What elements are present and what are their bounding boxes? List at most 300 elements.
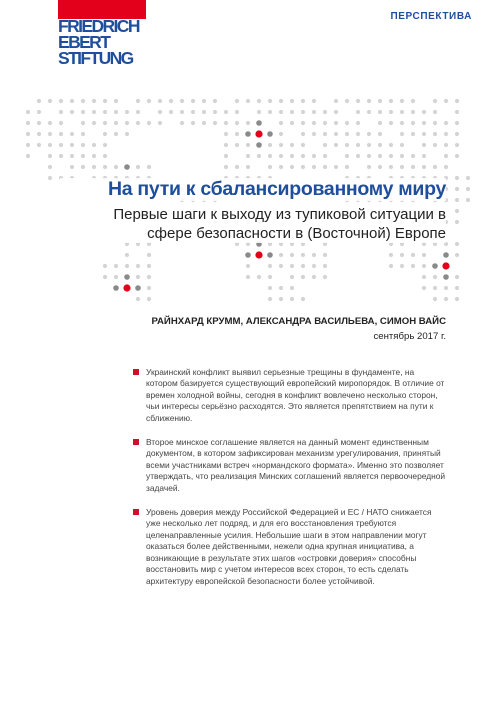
- summary-text: Уровень доверия между Российской Федерацией и ЕС / НАТО снижается уже несколько лет подряд, и для его восстановления требуются целенаправленные усилия. Небольшие шаги в этом направлении могут оказаться более действенными, нежели одна крупная инициатива, а возникающие в результате этих шагов «островки доверия» способны восстановить мир с учетом интересов всех сторон, то есть сделать архитектуру европейской безопасности более устойчивой.: [146, 507, 432, 586]
- map-dot: [466, 176, 470, 180]
- map-dot: [290, 121, 294, 125]
- map-dot: [147, 264, 151, 268]
- map-dot: [455, 121, 459, 125]
- map-dot: [125, 264, 129, 268]
- map-dot: [37, 121, 41, 125]
- map-dot: [124, 274, 130, 280]
- map-dot: [443, 274, 449, 280]
- map-dot: [147, 253, 151, 257]
- map-dot: [455, 99, 459, 103]
- map-dot: [268, 275, 272, 279]
- map-dot: [433, 121, 437, 125]
- map-dot: [301, 132, 305, 136]
- document-title: На пути к сбалансированному миру: [60, 178, 446, 201]
- map-dot: [290, 154, 294, 158]
- map-dot: [103, 121, 107, 125]
- map-dot: [191, 110, 195, 114]
- map-dot: [246, 154, 250, 158]
- map-dot: [114, 110, 118, 114]
- map-dot: [257, 275, 261, 279]
- map-dot: [433, 110, 437, 114]
- map-dot: [444, 132, 448, 136]
- map-dot: [455, 220, 459, 224]
- map-dot: [103, 99, 107, 103]
- map-dot: [279, 110, 283, 114]
- map-dot: [81, 99, 85, 103]
- bullet-square-icon: [133, 369, 139, 375]
- map-dot: [433, 286, 437, 290]
- map-dot: [356, 99, 360, 103]
- map-dot: [92, 143, 96, 147]
- map-dot: [323, 165, 327, 169]
- map-dot: [411, 132, 415, 136]
- map-dot: [103, 143, 107, 147]
- map-dot: [136, 121, 140, 125]
- map-dot: [48, 165, 52, 169]
- map-dot: [103, 110, 107, 114]
- map-dot: [389, 110, 393, 114]
- summary-item: [133, 367, 446, 424]
- map-dot: [81, 165, 85, 169]
- map-dot: [444, 121, 448, 125]
- map-dot: [224, 110, 228, 114]
- map-dot: [301, 154, 305, 158]
- map-dot: [92, 165, 96, 169]
- map-dot: [268, 99, 272, 103]
- map-dot: [268, 110, 272, 114]
- map-dot: [92, 121, 96, 125]
- map-dot: [37, 132, 41, 136]
- map-dot: [202, 121, 206, 125]
- summary-text: Второе минское соглашение является на данный момент единственным документом, в котором зафиксирован механизм урегулирования, принятый всеми участниками встреч «нормандского формата». Именно это позволяет утверждать, что реализация Минских соглашений является первоочередной задачей.: [146, 437, 446, 493]
- map-dot: [444, 165, 448, 169]
- map-dot: [290, 253, 294, 257]
- map-dot: [433, 297, 437, 301]
- map-dot: [246, 275, 250, 279]
- map-dot: [59, 121, 63, 125]
- map-dot: [123, 284, 130, 291]
- map-dot: [37, 99, 41, 103]
- map-dot: [455, 286, 459, 290]
- map-dot: [389, 99, 393, 103]
- map-dot: [411, 154, 415, 158]
- map-dot: [224, 132, 228, 136]
- map-dot: [256, 120, 262, 126]
- map-dot: [103, 165, 107, 169]
- map-dot: [455, 297, 459, 301]
- map-dot: [301, 264, 305, 268]
- map-dot: [455, 242, 459, 246]
- map-dot: [400, 110, 404, 114]
- map-dot: [48, 121, 52, 125]
- map-dot: [389, 154, 393, 158]
- map-dot: [147, 165, 151, 169]
- map-dot: [224, 154, 228, 158]
- map-dot: [103, 275, 107, 279]
- map-dot: [443, 252, 449, 258]
- map-dot: [59, 154, 63, 158]
- map-dot: [268, 165, 272, 169]
- map-dot: [114, 264, 118, 268]
- map-dot: [301, 275, 305, 279]
- map-dot: [48, 99, 52, 103]
- map-dot: [26, 121, 30, 125]
- map-dot: [81, 121, 85, 125]
- map-dot: [356, 143, 360, 147]
- map-dot: [411, 99, 415, 103]
- logo-line-3: STIFTUNG: [58, 48, 133, 68]
- map-dot: [345, 154, 349, 158]
- map-dot: [246, 264, 250, 268]
- map-dot: [312, 110, 316, 114]
- map-dot: [312, 165, 316, 169]
- map-dot: [367, 110, 371, 114]
- map-dot: [323, 253, 327, 257]
- map-dot: [136, 275, 140, 279]
- map-dot: [202, 99, 206, 103]
- map-dot: [312, 99, 316, 103]
- map-dot: [433, 275, 437, 279]
- map-dot: [169, 110, 173, 114]
- map-dot: [323, 110, 327, 114]
- map-dot: [70, 154, 74, 158]
- map-dot: [246, 143, 250, 147]
- map-dot: [301, 297, 305, 301]
- map-dot: [268, 154, 272, 158]
- map-dot: [422, 286, 426, 290]
- map-dot: [180, 99, 184, 103]
- map-dot: [312, 275, 316, 279]
- map-dot: [378, 143, 382, 147]
- map-dot: [323, 132, 327, 136]
- map-dot: [323, 264, 327, 268]
- map-dot: [267, 131, 273, 137]
- map-dot: [356, 110, 360, 114]
- map-dot: [103, 132, 107, 136]
- map-dot: [312, 132, 316, 136]
- map-dot: [246, 165, 250, 169]
- map-dot: [59, 110, 63, 114]
- map-dot: [125, 132, 129, 136]
- subtitle-line-2: сфере безопасности в (Восточной) Европе: [80, 224, 446, 243]
- map-dot: [235, 132, 239, 136]
- map-dot: [301, 165, 305, 169]
- map-dot: [301, 99, 305, 103]
- map-dot: [301, 110, 305, 114]
- map-dot: [257, 99, 261, 103]
- map-dot: [442, 262, 449, 269]
- map-dot: [191, 121, 195, 125]
- map-dot: [180, 121, 184, 125]
- map-dot: [235, 165, 239, 169]
- map-dot: [224, 143, 228, 147]
- map-dot: [70, 99, 74, 103]
- map-dot: [279, 286, 283, 290]
- map-dot: [92, 99, 96, 103]
- map-dot: [37, 110, 41, 114]
- map-dot: [59, 143, 63, 147]
- map-dot: [378, 154, 382, 158]
- map-dot: [257, 110, 261, 114]
- bullet-square-icon: [133, 439, 139, 445]
- map-dot: [169, 99, 173, 103]
- map-dot: [245, 252, 251, 258]
- map-dot: [378, 110, 382, 114]
- map-dot: [202, 110, 206, 114]
- map-dot: [279, 165, 283, 169]
- map-dot: [444, 154, 448, 158]
- map-dot: [114, 99, 118, 103]
- map-dot: [224, 121, 228, 125]
- map-dot: [48, 176, 52, 180]
- publication-date: сентябрь 2017 г.: [373, 331, 446, 342]
- map-dot: [455, 275, 459, 279]
- map-dot: [213, 99, 217, 103]
- map-dot: [26, 132, 30, 136]
- map-dot: [444, 99, 448, 103]
- map-dot: [290, 143, 294, 147]
- map-dot: [92, 110, 96, 114]
- map-dot: [59, 99, 63, 103]
- map-dot: [224, 165, 228, 169]
- map-dot: [235, 110, 239, 114]
- map-dot: [389, 264, 393, 268]
- map-dot: [422, 110, 426, 114]
- map-dot: [125, 121, 129, 125]
- map-dot: [255, 251, 262, 258]
- map-dot: [334, 132, 338, 136]
- map-dot: [345, 143, 349, 147]
- map-dot: [378, 165, 382, 169]
- map-dot: [433, 165, 437, 169]
- series-label: ПЕРСПЕКТИВА: [390, 11, 472, 22]
- map-dot: [103, 154, 107, 158]
- map-dot: [334, 143, 338, 147]
- map-dot: [114, 121, 118, 125]
- map-dot: [455, 132, 459, 136]
- map-dot: [158, 110, 162, 114]
- map-dot: [147, 99, 151, 103]
- map-dot: [422, 253, 426, 257]
- map-dot: [279, 264, 283, 268]
- map-dot: [455, 198, 459, 202]
- map-dot: [268, 286, 272, 290]
- map-dot: [268, 297, 272, 301]
- map-dot: [400, 165, 404, 169]
- map-dot: [268, 143, 272, 147]
- map-dot: [422, 143, 426, 147]
- map-dot: [114, 132, 118, 136]
- map-dot: [312, 264, 316, 268]
- map-dot: [400, 143, 404, 147]
- map-dot: [378, 132, 382, 136]
- map-dot: [136, 110, 140, 114]
- map-dot: [323, 143, 327, 147]
- map-dot: [125, 253, 129, 257]
- map-dot: [389, 121, 393, 125]
- map-dot: [136, 99, 140, 103]
- subtitle-line-1: Первые шаги к выходу из тупиковой ситуации в: [80, 205, 446, 224]
- map-dot: [136, 264, 140, 268]
- map-dot: [422, 121, 426, 125]
- map-dot: [124, 164, 130, 170]
- map-dot: [444, 143, 448, 147]
- map-dot: [432, 263, 438, 269]
- map-dot: [455, 253, 459, 257]
- map-dot: [290, 275, 294, 279]
- map-dot: [422, 154, 426, 158]
- map-dot: [345, 132, 349, 136]
- map-dot: [81, 154, 85, 158]
- map-dot: [37, 143, 41, 147]
- map-dot: [334, 121, 338, 125]
- map-dot: [323, 275, 327, 279]
- map-dot: [279, 253, 283, 257]
- map-dot: [256, 142, 262, 148]
- map-dot: [455, 110, 459, 114]
- map-dot: [389, 165, 393, 169]
- map-dot: [81, 143, 85, 147]
- map-dot: [422, 132, 426, 136]
- map-dot: [279, 99, 283, 103]
- map-dot: [147, 275, 151, 279]
- map-dot: [301, 121, 305, 125]
- map-dot: [158, 99, 162, 103]
- map-dot: [125, 110, 129, 114]
- map-dot: [103, 264, 107, 268]
- map-dot: [147, 121, 151, 125]
- map-dot: [455, 209, 459, 213]
- map-dot: [70, 110, 74, 114]
- map-dot: [213, 110, 217, 114]
- map-dot: [323, 154, 327, 158]
- map-dot: [422, 275, 426, 279]
- map-dot: [400, 264, 404, 268]
- map-dot: [411, 253, 415, 257]
- map-dot: [356, 154, 360, 158]
- map-dot: [213, 121, 217, 125]
- map-dot: [433, 143, 437, 147]
- map-dot: [411, 110, 415, 114]
- map-dot: [455, 143, 459, 147]
- map-dot: [378, 99, 382, 103]
- map-dot: [268, 264, 272, 268]
- map-dot: [290, 286, 294, 290]
- map-dot: [378, 121, 382, 125]
- map-dot: [389, 253, 393, 257]
- map-dot: [455, 187, 459, 191]
- map-dot: [136, 297, 140, 301]
- map-dot: [422, 165, 426, 169]
- map-dot: [367, 132, 371, 136]
- map-dot: [279, 132, 283, 136]
- map-dot: [246, 99, 250, 103]
- logo-line-1: FRIEDRICH: [58, 16, 139, 36]
- map-dot: [48, 143, 52, 147]
- map-dot: [48, 132, 52, 136]
- map-dot: [400, 132, 404, 136]
- map-dot: [312, 154, 316, 158]
- map-dot: [345, 165, 349, 169]
- map-dot: [26, 110, 30, 114]
- map-dot: [290, 264, 294, 268]
- map-dot: [466, 198, 470, 202]
- map-dot: [92, 154, 96, 158]
- map-dot: [433, 132, 437, 136]
- map-dot: [356, 132, 360, 136]
- map-dot: [290, 165, 294, 169]
- logo-line-2: EBERT: [58, 32, 110, 52]
- map-dot: [312, 121, 316, 125]
- map-dot: [433, 99, 437, 103]
- map-dot: [334, 99, 338, 103]
- map-dot: [422, 264, 426, 268]
- map-dot: [279, 143, 283, 147]
- map-dot: [444, 297, 448, 301]
- map-dot: [367, 143, 371, 147]
- map-dot: [455, 176, 459, 180]
- map-dot: [334, 110, 338, 114]
- map-dot: [267, 252, 273, 258]
- summary-text: Украинский конфликт выявил серьезные трещины в фундаменте, на котором базируется существующий европейский миропорядок. В отличие от времен холодной войны, сегодня в конфликт вовлечено несколько сторон, чьи интересы серьёзно расходятся. Это является препятствием на пути к сближению.: [146, 367, 445, 423]
- map-dot: [334, 165, 338, 169]
- map-dot: [279, 121, 283, 125]
- map-dot: [114, 275, 118, 279]
- map-dot: [70, 132, 74, 136]
- map-dot: [290, 297, 294, 301]
- map-dot: [235, 121, 239, 125]
- document-subtitle: [80, 205, 446, 243]
- map-dot: [455, 154, 459, 158]
- map-dot: [136, 165, 140, 169]
- map-dot: [290, 99, 294, 103]
- map-dot: [389, 143, 393, 147]
- summary-item: [133, 437, 446, 494]
- map-dot: [400, 99, 404, 103]
- map-dot: [444, 286, 448, 290]
- map-dot: [290, 110, 294, 114]
- map-dot: [235, 99, 239, 103]
- map-dot: [113, 285, 119, 291]
- map-dot: [301, 253, 305, 257]
- map-dot: [301, 143, 305, 147]
- map-dot: [400, 253, 404, 257]
- map-dot: [158, 121, 162, 125]
- map-dot: [400, 121, 404, 125]
- map-dot: [191, 99, 195, 103]
- map-dot: [59, 132, 63, 136]
- map-dot: [81, 132, 85, 136]
- map-dot: [235, 143, 239, 147]
- map-dot: [411, 121, 415, 125]
- map-dot: [135, 285, 141, 291]
- map-dot: [26, 143, 30, 147]
- summary-list: [133, 367, 446, 600]
- map-dot: [257, 154, 261, 158]
- authors: РАЙНХАРД КРУММ, АЛЕКСАНДРА ВАСИЛЬЕВА, СИМОН ВАЙС: [151, 316, 446, 327]
- map-dot: [367, 99, 371, 103]
- map-dot: [70, 143, 74, 147]
- map-dot: [70, 165, 74, 169]
- map-dot: [245, 131, 251, 137]
- map-dot: [345, 99, 349, 103]
- map-dot: [367, 154, 371, 158]
- map-dot: [180, 110, 184, 114]
- map-dot: [26, 154, 30, 158]
- map-dot: [114, 165, 118, 169]
- map-dot: [279, 154, 283, 158]
- map-dot: [312, 253, 316, 257]
